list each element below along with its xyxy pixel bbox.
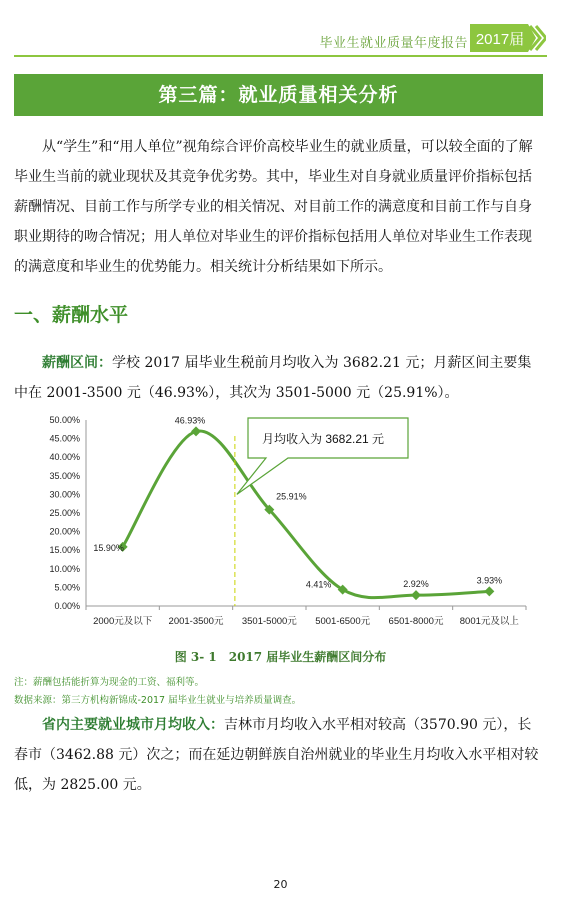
y-tick-label: 25.00% (49, 508, 80, 518)
city-income-paragraph (14, 710, 544, 800)
data-label: 4.41% (305, 579, 332, 590)
x-tick-label: 8001元及以上 (459, 616, 519, 627)
section-heading-salary: 一、薪酬水平 (14, 304, 129, 326)
y-tick-label: 20.00% (49, 526, 80, 537)
chart-note: 注：薪酬包括能折算为现金的工资、福利等。 (14, 677, 205, 688)
year-badge (470, 24, 546, 52)
data-source-note: 数据来源：第三方机构新锦成-2017 届毕业生就业与培养质量调查。 (14, 695, 302, 706)
data-label: 2.92% (403, 579, 429, 590)
y-tick-label: 5.00% (54, 582, 80, 593)
data-label: 3.93% (476, 575, 503, 586)
data-label: 25.91% (276, 491, 307, 502)
data-label: 46.93% (174, 415, 206, 426)
mean-callout-label: 月均收入为 3682.21 元 (262, 432, 385, 446)
y-tick-label: 30.00% (49, 489, 80, 500)
salary-range-paragraph (14, 348, 544, 408)
x-tick-label: 3501-5000元 (241, 616, 297, 627)
header-divider (14, 55, 547, 57)
y-tick-label: 50.00% (49, 415, 80, 425)
data-label: 15.90% (93, 542, 124, 553)
salary-range-text: 学校 2017 届毕业生税前月均收入为 3682.21 元；月薪区间主要集中在 2001-3500 元（46.93%），其次为 3501-5000 元（25.91%）。 (14, 355, 532, 401)
page-number: 20 (273, 878, 288, 891)
x-tick-label: 2000元及以下 (93, 616, 153, 627)
salary-range-label: 薪酬区间： (42, 355, 112, 371)
city-income-label: 省内主要就业城市月均收入： (42, 717, 224, 733)
x-tick-label: 6501-8000元 (388, 616, 444, 627)
y-tick-label: 40.00% (49, 452, 80, 463)
x-tick-label: 5001-6500元 (315, 616, 371, 627)
data-point (191, 426, 201, 436)
salary-distribution-chart (14, 404, 544, 634)
city-income-text: 吉林市月均收入水平相对较高（3570.90 元），长春市（3462.88 元）次之；而在延边朝鲜族自治州就业的毕业生月均收入水平相对较低，为 2825.00 元。 (14, 717, 539, 793)
data-point (411, 590, 421, 600)
chapter-banner: 第三篇：就业质量相关分析 (14, 74, 543, 116)
intro-paragraph: 从“学生”和“用人单位”视角综合评价高校毕业生的就业质量，可以较全面的了解毕业生当前的就业现状及其竞争优劣势。其中，毕业生对自身就业质量评价指标包括薪酬情况、目前工作与所学专业的相关情况、对目前工作的满意度和目前工作与自身职业期待的吻合情况；用人单位对毕业生的评价指标包括用人单位对毕业生工作表现的满意度和毕业生的优势能力。相关统计分析结果如下所示。 (14, 139, 533, 275)
report-header-title: 毕业生就业质量年度报告 (319, 36, 468, 51)
y-tick-label: 10.00% (49, 563, 80, 574)
x-tick-label: 2001-3500元 (168, 616, 224, 627)
data-point (484, 586, 494, 596)
year-badge-label: 2017届 (475, 31, 525, 48)
mean-callout-box (237, 418, 408, 494)
y-tick-label: 0.00% (54, 601, 80, 611)
y-tick-label: 15.00% (49, 545, 80, 556)
y-tick-label: 35.00% (49, 470, 80, 481)
figure-caption: 图 3- 1 2017 届毕业生薪酬区间分布 (174, 650, 387, 664)
y-tick-label: 45.00% (49, 433, 80, 444)
